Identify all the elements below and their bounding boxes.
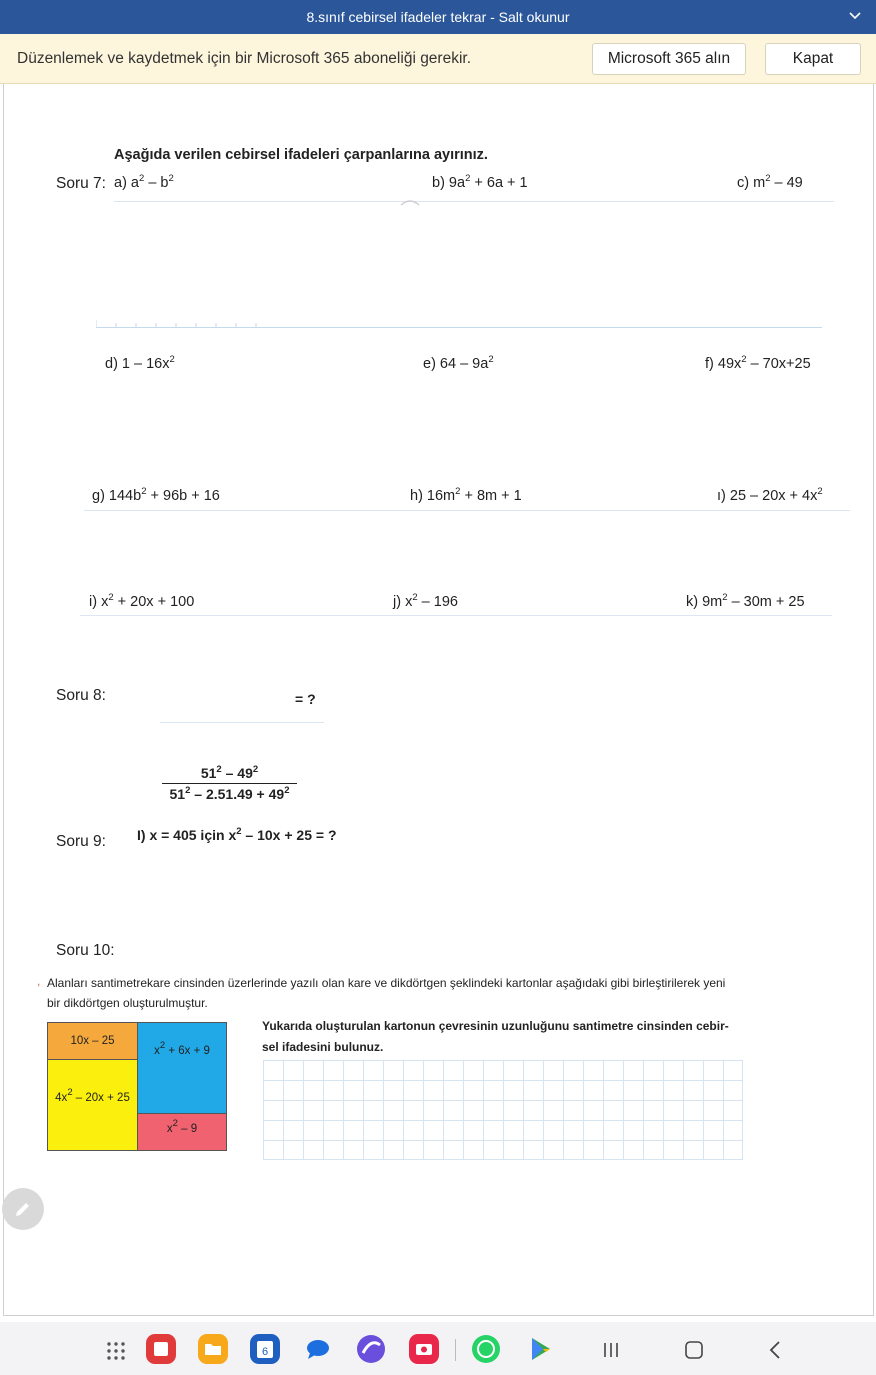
document-page bbox=[3, 84, 874, 1316]
block-blue: $x^2 + 6x + 9$ bbox=[137, 1022, 227, 1114]
play-store-icon[interactable] bbox=[525, 1334, 555, 1364]
svg-text:6: 6 bbox=[261, 1346, 269, 1358]
camera-app-icon[interactable] bbox=[409, 1334, 439, 1364]
taskbar-divider bbox=[455, 1339, 456, 1361]
whatsapp-app-icon[interactable] bbox=[471, 1334, 501, 1364]
recent-apps-icon[interactable] bbox=[602, 1340, 620, 1360]
instruction-text: Aşağıda verilen cebirsel ifadeleri çarpanlarına ayırınız. bbox=[114, 147, 488, 163]
item-e: e) $64 - 9a^2$ bbox=[423, 354, 494, 372]
subscription-banner bbox=[0, 34, 876, 84]
answer-grid bbox=[263, 1060, 743, 1160]
question-10-prompt-1: Yukarıda oluşturulan kartonun çevresinin uzunluğunu santimetre cinsinden cebir- bbox=[262, 1019, 729, 1033]
question-7-label: Soru 7: bbox=[56, 175, 106, 192]
question-8-fraction bbox=[162, 765, 297, 802]
edit-pencil-button[interactable] bbox=[2, 1188, 44, 1230]
files-app-icon[interactable] bbox=[198, 1334, 228, 1364]
get-microsoft-365-button[interactable]: Microsoft 365 alın bbox=[592, 43, 746, 75]
close-banner-button[interactable]: Kapat bbox=[765, 43, 861, 75]
calendar-app-icon[interactable] bbox=[250, 1334, 280, 1364]
item-g: g) $144b^2 + 96b + 16$ bbox=[92, 486, 220, 504]
back-icon[interactable] bbox=[768, 1340, 782, 1360]
question-10-label: Soru 10: bbox=[56, 942, 115, 959]
item-f: f) $49x^2 - 70x+25$ bbox=[705, 354, 811, 372]
home-icon[interactable] bbox=[684, 1340, 704, 1360]
messages-app-icon[interactable] bbox=[302, 1334, 332, 1364]
item-i-dotless: ı) $25 - 20x + 4x^2$ bbox=[717, 486, 823, 504]
bullet-mark: , bbox=[37, 974, 41, 988]
item-i: i) $x^2 + 20x + 100$ bbox=[89, 592, 195, 610]
title-bar bbox=[0, 0, 876, 34]
banner-message: Düzenlemek ve kaydetmek için bir Microsoft 365 aboneliği gerekir. bbox=[17, 50, 472, 67]
item-j: j) $x^2 - 196$ bbox=[393, 592, 458, 610]
question-10-text-2: bir dikdörtgen oluşturulmuştur. bbox=[47, 996, 208, 1010]
pencil-icon bbox=[13, 1199, 33, 1219]
block-red: $x^2 - 9$ bbox=[137, 1113, 227, 1151]
question-10-prompt-2: sel ifadesini bulunuz. bbox=[262, 1040, 384, 1054]
item-a: a) $a^2 - b^2$ bbox=[114, 173, 174, 191]
question-10-text-1: Alanları santimetrekare cinsinden üzerlerinde yazılı olan kare ve dikdörtgen şeklindeki kartonlar aşağıdaki gibi birleştirilerek yeni bbox=[47, 976, 726, 990]
divider-line bbox=[80, 615, 832, 616]
question-9-text: I) x = 405 için $x^2 - 10x + 25$ = ? bbox=[137, 826, 337, 843]
document-title: 8.sınıf cebirsel ifadeler tekrar - Salt okunur bbox=[306, 9, 570, 25]
divider-line bbox=[160, 722, 324, 723]
block-yellow: $4x^2 - 20x + 25$ bbox=[47, 1059, 138, 1151]
item-k: k) $9m^2 - 30m + 25$ bbox=[686, 592, 805, 610]
internet-app-icon[interactable] bbox=[356, 1334, 386, 1364]
ruler-ticks bbox=[96, 320, 822, 328]
item-d: d) $1 - 16x^2$ bbox=[105, 354, 175, 372]
block-orange: 10x – 25 bbox=[47, 1022, 138, 1060]
item-c: c) $m^2 - 49$ bbox=[737, 173, 803, 191]
fraction-equals: = ? bbox=[295, 691, 316, 707]
app-drawer-icon[interactable] bbox=[106, 1341, 126, 1361]
question-8-label: Soru 8: bbox=[56, 687, 106, 704]
divider-line bbox=[84, 510, 850, 511]
notes-app-icon[interactable] bbox=[146, 1334, 176, 1364]
item-b: b) $9a^2 + 6a + 1$ bbox=[432, 173, 528, 191]
chevron-down-icon[interactable] bbox=[848, 8, 862, 22]
question-9-label: Soru 9: bbox=[56, 833, 106, 850]
fraction-numerator: $51^2 - 49^2$ bbox=[162, 765, 297, 784]
item-h: h) $16m^2 + 8m + 1$ bbox=[410, 486, 522, 504]
fraction-denominator: $51^2 - 2.51.49 + 49^2$ bbox=[169, 785, 290, 802]
system-navigation-bar bbox=[0, 1322, 876, 1375]
divider-line bbox=[114, 201, 834, 202]
spinner-arc-icon bbox=[399, 198, 421, 206]
